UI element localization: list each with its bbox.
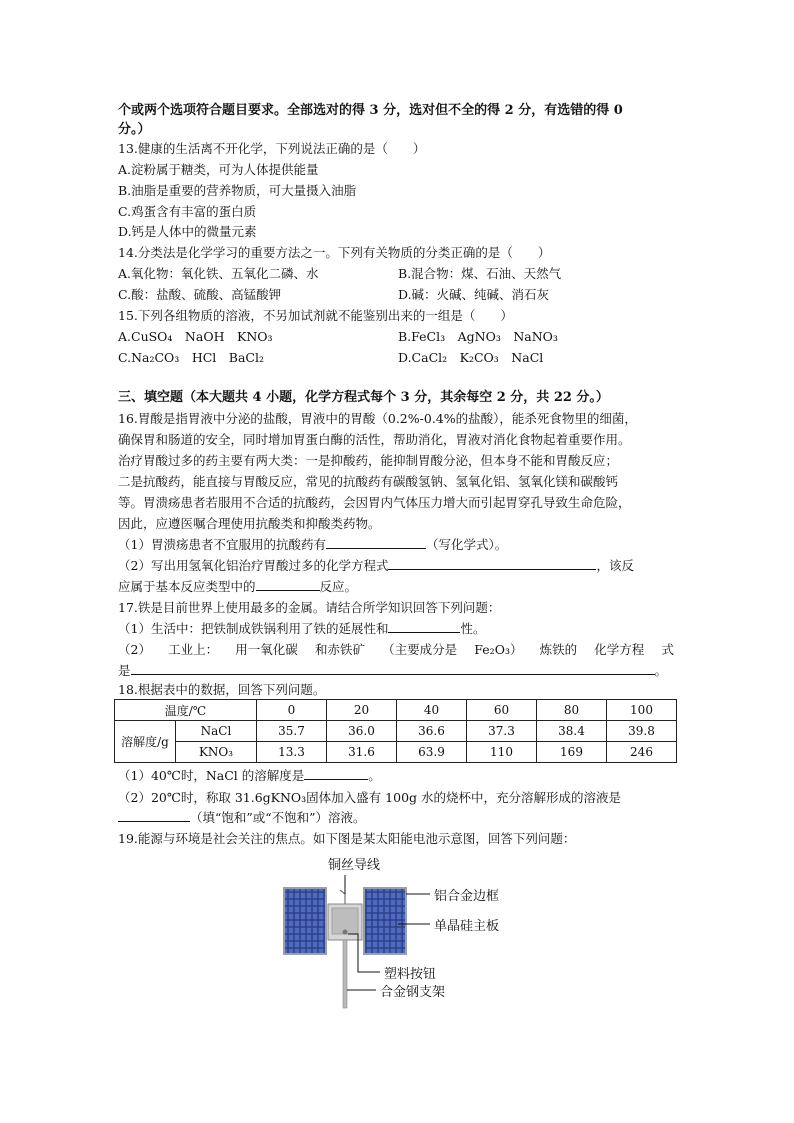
table-cell: 37.3 (467, 721, 537, 742)
table-header-cell: 100 (607, 700, 677, 721)
plastic-button-icon (343, 930, 348, 935)
table-header-cell: 80 (537, 700, 607, 721)
q16-paragraph-1: 16.胃酸是指胃液中分泌的盐酸，胃液中的胃酸（0.2%-0.4%的盐酸），能杀死食物里的细菌， (118, 411, 637, 426)
table-header-row (115, 700, 677, 721)
q16-sub-2-tail: ，该反 (596, 558, 634, 573)
table-cell: 110 (467, 742, 537, 763)
q14-option-a: A.氧化物：氧化铁、五氧化二磷、水 (118, 266, 319, 281)
q17-sub-2-part: 工业上： (168, 642, 219, 657)
q13-option-b: B.油脂是重要的营养物质，可大量摄入油脂 (118, 183, 357, 198)
q17-answer-blank-2[interactable] (131, 662, 655, 675)
q17-sub-2-part: 炼铁的 (539, 642, 578, 657)
q18-sub-1-text: （1）40℃时，NaCl 的溶解度是 (118, 768, 305, 783)
q14-option-c: C.酸：盐酸、硫酸、高锰酸钾 (118, 287, 282, 302)
q17-sub-2-part: （2） (118, 642, 151, 657)
table-header-cell: 0 (257, 700, 327, 721)
table-cell: 38.4 (537, 721, 607, 742)
q16-sub-2 (118, 557, 634, 574)
table-header-cell: 20 (327, 700, 397, 721)
q15-option-c: C.Na₂CO₃ HCl BaCl₂ (118, 350, 264, 365)
q15-option-b: B.FeCl₃ AgNO₃ NaNO₃ (398, 329, 558, 344)
q13-option-a: A.淀粉属于糖类，可为人体提供能量 (118, 162, 319, 177)
q15-stem: 15.下列各组物质的溶液，不另加试剂就不能鉴别出来的一组是（ ） (118, 308, 513, 323)
table-cell: 36.0 (327, 721, 397, 742)
q16-sub-2-cont (118, 578, 357, 595)
q16-paragraph-2: 确保胃和肠道的安全，同时增加胃蛋白酶的活性，帮助消化，胃液对消化食物起着重要作用。 (118, 432, 631, 447)
q17-sub-2 (118, 641, 674, 658)
q18-stem: 18.根据表中的数据，回答下列问题。 (118, 682, 326, 697)
q19-stem: 19.能源与环境是社会关注的焦点。如下图是某太阳能电池示意图，回答下列问题： (118, 831, 576, 846)
table-header-label: 温度/℃ (115, 700, 257, 721)
q18-sub-1-end: 。 (368, 768, 381, 783)
q17-stem: 17.铁是目前世界上使用最多的金属。请结合所学知识回答下列问题： (118, 600, 501, 615)
q16-answer-blank-1[interactable] (326, 536, 426, 549)
q16-sub-2-cont-text: 应属于基本反应类型中的 (118, 579, 256, 594)
instruction-line-1: 个或两个选项符合题目要求。全部选对的得 3 分，选对但不全的得 2 分，有选错的得 0 (118, 103, 623, 118)
q14-option-b: B.混合物：煤、石油、天然气 (398, 266, 562, 281)
table-cell: 13.3 (257, 742, 327, 763)
q18-answer-blank-2[interactable] (118, 809, 190, 822)
label-aluminum-frame: 铝合金边框 (434, 889, 500, 904)
q17-sub-2-cont-text: 是 (118, 663, 131, 678)
solar-cell-figure (270, 850, 530, 1010)
table-cell: 169 (537, 742, 607, 763)
table-cell: 63.9 (397, 742, 467, 763)
label-copper-wire: 铜丝导线 (328, 858, 381, 873)
label-steel-stand: 合金钢支架 (380, 985, 446, 1000)
q15-option-a: A.CuSO₄ NaOH KNO₃ (118, 329, 273, 344)
q16-paragraph-3: 治疗胃酸过多的药主要有两大类：一是抑酸药，能抑制胃酸分泌，但本身不能和胃酸反应； (118, 453, 619, 468)
q16-sub-1-hint: （写化学式）。 (425, 537, 508, 552)
table-cell: 246 (607, 742, 677, 763)
q17-sub-2-part: （主要成分是 (382, 642, 458, 657)
q17-sub-2-part: 用一氧化碳 (235, 642, 298, 657)
q16-sub-1-text: （1）胃溃疡患者不宜服用的抗酸药有 (118, 537, 326, 552)
instruction-line-2: 分。） (118, 122, 151, 137)
q16-sub-2-end: 反应。 (319, 579, 358, 594)
q16-paragraph-5: 等。胃溃疡患者若服用不合适的抗酸药，会因胃内气体压力增大而引起胃穿孔导致生命危险， (118, 495, 631, 510)
label-silicon-panel: 单晶硅主板 (434, 919, 500, 934)
table-cell: 35.7 (257, 721, 327, 742)
q14-option-d: D.碱：火碱、纯碱、消石灰 (398, 287, 550, 302)
q17-sub-1-end: 性。 (460, 621, 486, 636)
q18-sub-2: （2）20℃时，称取 31.6gKNO₃固体加入盛有 100g 水的烧杯中，充分溶解形成的溶液是 (118, 790, 621, 805)
section-3-title: 三、填空题（本大题共 4 小题，化学方程式每个 3 分，其余每空 2 分，共 22 分。） (118, 390, 609, 405)
table-cell: 39.8 (607, 721, 677, 742)
q14-stem: 14.分类法是化学学习的重要方法之一。下列有关物质的分类正确的是（ ） (118, 245, 551, 260)
q17-sub-2-end: 。 (654, 663, 668, 678)
table-header-cell: 40 (397, 700, 467, 721)
q16-sub-1 (118, 536, 507, 553)
copper-wire-icon (340, 890, 345, 904)
q13-stem: 13.健康的生活离不开化学，下列说法正确的是（ ） (118, 141, 426, 156)
q16-sub-2-text: （2）写出用氢氧化铝治疗胃酸过多的化学方程式 (118, 558, 389, 573)
table-header-cell: 60 (467, 700, 537, 721)
q18-sub-2-cont (118, 809, 366, 826)
q17-sub-1-text: （1）生活中：把铁制成铁锅利用了铁的延展性和 (118, 621, 389, 636)
label-plastic-button: 塑料按钮 (384, 967, 437, 982)
q18-sub-1 (118, 767, 381, 784)
q18-answer-blank-1[interactable] (304, 767, 368, 780)
table-cell: 31.6 (327, 742, 397, 763)
q17-sub-2-part: Fe₂O₃） (474, 642, 523, 657)
table-substance-cell: NaCl (176, 721, 257, 742)
steel-stand (343, 940, 347, 1008)
q16-answer-blank-3[interactable] (256, 578, 320, 591)
q13-option-d: D.钙是人体中的微量元素 (118, 224, 257, 239)
q16-paragraph-6: 因此，应遵医嘱合理使用抗酸类和抑酸类药物。 (118, 516, 381, 531)
left-solar-panel (284, 888, 326, 954)
q16-answer-blank-2[interactable] (388, 557, 596, 570)
solubility-table (114, 699, 677, 763)
q17-sub-2-part: 式 (661, 642, 674, 657)
table-row (115, 742, 677, 763)
q15-option-d: D.CaCl₂ K₂CO₃ NaCl (398, 350, 544, 365)
table-substance-cell: KNO₃ (176, 742, 257, 763)
q18-sub-2-end: （填“饱和”或“不饱和”）溶液。 (190, 810, 366, 825)
q17-sub-2-part: 和赤铁矿 (314, 642, 365, 657)
q17-sub-2-part: 化学方程 (594, 642, 645, 657)
q17-answer-blank-1[interactable] (388, 620, 460, 633)
q17-sub-1 (118, 620, 485, 637)
q13-option-c: C.鸡蛋含有丰富的蛋白质 (118, 204, 257, 219)
table-cell: 36.6 (397, 721, 467, 742)
right-solar-panel (364, 888, 406, 954)
q17-sub-2-cont (118, 662, 667, 679)
table-row (115, 721, 677, 742)
q16-paragraph-4: 二是抗酸药，能直接与胃酸反应，常见的抗酸药有碳酸氢钠、氢氧化铝、氢氧化镁和碳酸钙 (118, 474, 619, 489)
table-row-label: 溶解度/g (115, 721, 176, 763)
